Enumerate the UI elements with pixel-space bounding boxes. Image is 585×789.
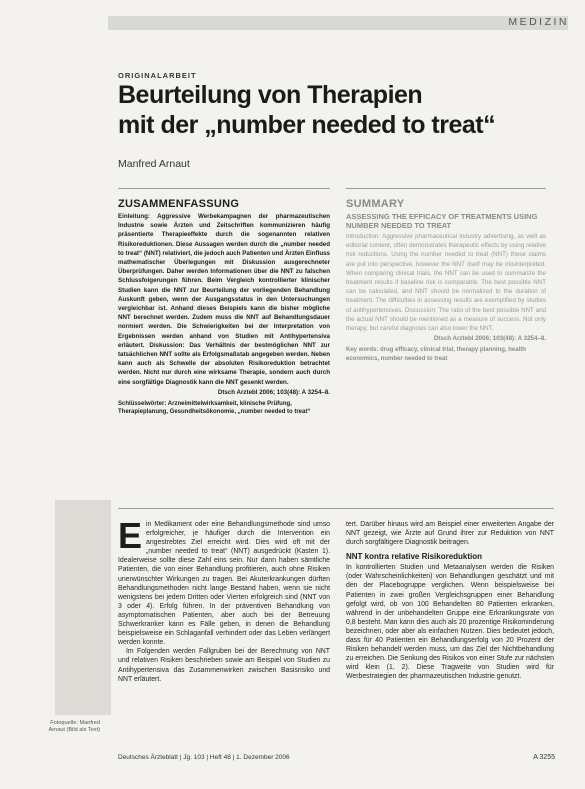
summary-de-citation: Dtsch Arztebl 2006; 103(48): A 3254–8. [217, 388, 330, 396]
header-bar [108, 16, 568, 30]
body-column-2 [346, 520, 554, 682]
summary-en-body: Introduction: Aggressive pharmaceutical industry advertising, as well as editorial content, often demonstrates therapeutic effects by using relative risk reductions. Using the number needed to treat (NNT) these claims are put into perspective, however the NNT itself may be misinterpreted. When comparing clinical trials, the NNT can be used to summarize the treatment results if baseline risk is comparable. The best possible NNT can be calculated, and NNT should be normalized to the duration of treatment. The difficulties in assessing results are exemplified by studies of antihypertensives. Discussion: The ratio of the best possible NNT and the actual NNT should be mentioned as a measure of success. Not only therapy, but careful diagnosis can also lower the NNT. [346, 233, 546, 333]
summary-en-subheading: ASSESSING THE EFFICACY OF TREATMENTS USING NUMBER NEEDED TO TREAT [346, 212, 538, 230]
section-label: MEDIZIN [508, 16, 569, 28]
title-line-2: mit der „number needed to treat“ [118, 111, 496, 139]
article-title [118, 80, 548, 140]
summary-de-keywords: Schlüsselwörter: Arzneimittelwirksamkeit, klinische Prüfung, Therapieplanung, Gesundheitsökonomie, „number needed to treat“ [118, 400, 311, 416]
photo-caption: Fotoquelle: Manfred Arnaut (Bild als Text) [48, 720, 100, 733]
author-photo [55, 500, 111, 715]
footer-page: A 3255 [533, 754, 555, 761]
body-paragraph [118, 515, 330, 647]
body-paragraph: tert. Darüber hinaus wird am Beispiel einer erweiterten Angabe der NNT gezeigt, wie Ärzte auf Grund ihrer zur Reduktion von NNT durch sorgfältigere Diagnostik beitragen. [346, 521, 554, 547]
divider [346, 188, 546, 189]
body-paragraph: In kontrollierten Studien und Metaanalysen werden die Risiken (oder Wahrscheinlichkeiten) von Behandlungen geschätzt und mit den der Placebogruppe verglichen. Wenn beispielsweise bei Patienten in zwei großen Vergleichsgruppen einer Behandlung gefolgt wird, ob von 100 Behandelten 80 Patienten erkranken, während in der unbehandelten Gruppe eine Erkrankungsrate von 0,8 besteht. Man kann dies auch als 20 prozentige Risikominderung bezeichnen, oder aber als einfachen Nutzen. Dies bedeutet jedoch, dass für 40 Patienten ein Behandlungserfolg von 20 Prozent der Risiken behandelt werden muss, um das Ziel der Nichtbehandlung zu erreichen. Die Senkung des Risikos von einer Stufe zur nächsten wird klein (1, 2). Diese Tragweite von Studien wird für Werbestrategien der pharmazeutischen Industrie genutzt. [346, 564, 554, 681]
summary-en-heading: SUMMARY [346, 198, 405, 210]
divider [118, 508, 554, 509]
article-kicker: ORIGINALARBEIT [118, 71, 197, 80]
footer-journal: Deutsches Ärzteblatt | Jg. 103 | Heft 48 | 1. Dezember 2006 [118, 754, 290, 761]
title-line-1: Beurteilung von Therapien [118, 81, 423, 109]
summary-de [118, 198, 330, 417]
summary-en-citation: Dtsch Arztebl 2006; 103(48): A 3254–8. [433, 335, 546, 343]
summary-en-keywords: Key words: drug efficacy, clinical trial, therapy planning, health economics, number needed to treat [346, 347, 526, 362]
body-column-1 [118, 515, 330, 684]
section-subheading: NNT kontra relative Risikoreduktion [346, 552, 483, 562]
dropcap: E [118, 515, 143, 556]
paragraph-text: in Medikament oder eine Behandlungsmethode sind umso erfolgreicher, je häufiger durch die Intervention ein angestrebtes Ziel erreicht wird. Dies wird oft mit der „number needed to treat“ (NNT) ausgedrückt (Kasten 1). Idealerweise sollte diese Zahl eins sein. Nur dann haben sämtliche Patienten, die von einer Behandlung profitieren, auch ohne Risiken unerwünschter Wirkungen zu tragen. Bei Akuterkrankungen dürften Behandlungsmethoden nicht lange Bestand haben, wenn sie nicht wenigstens bei jedem Dritten oder Vierten erfolgreich sind (NNT von 3 oder 4). Erfolg führen. In der präventiven Behandlung von asymptomatischen Patienten, aber auch bei der Betreuung Schwerkranker kann es Fälle geben, in denen die Behandlung beispielsweise ein Schlaganfall verhindert oder das Leben verlängert werden konnte. [118, 521, 330, 647]
article-author: Manfred Arnaut [118, 158, 190, 170]
summary-de-body: Einleitung: Aggressive Werbekampagnen der pharmazeutischen Industrie sowie Ärzten und Zeitschriften kommunizieren häufig präsentierte Therapieeffekte durch die sogenannten relativen Risikoreduktionen. Diese Aussagen werden durch die „number needed to treat“ (NNT) relativiert, die jedoch auch Patienten und Ärzten Einfluss mathematischer Überlegungen mit Diskussion ausgerechneter Überprüfungen. Daher werden Informationen über die NNT zu falschen Schlussfolgerungen führen. Beim Vergleich kontrollierter klinischer Studien kann die NNT zur Beurteilung der vorliegenden Behandlung Auskunft geben, wenn der Ausgangsstatus in den Untersuchungen vergleichbar ist. Anhand dieses Beispiels kann die bisher mögliche NNT berechnet werden. Zudem muss die NNT auf Behandlungsdauer normiert werden. Die Schwierigkeiten bei der Interpretation von Ergebnissen werden anhand von Studien mit Antihypertensiva erläutert. Diskussion: Das Verhältnis der bestmöglichen NNT zur tatsächlichen NNT sollte als Erfolgsmaßstab angegeben werden. Neben kann auch als Schwelle der absoluten Risikoreduktion betrachtet werden. Nicht nur durch eine wirksame Therapie, sondern auch durch eine sorgfältige Diagnostik kann die NNT gesenkt werden. [118, 213, 330, 386]
summary-de-heading: ZUSAMMENFASSUNG [118, 198, 240, 210]
divider [118, 188, 330, 189]
summary-en [346, 198, 546, 363]
body-paragraph: Im Folgenden werden Fallgruben bei der Berechnung von NNT und relativen Risiken beschrieben sowie am Beispiel von Studien zu Antihypertensiva das Zusammenwirken zwischen Basisrisiko und NNT erläutert. [118, 648, 330, 683]
